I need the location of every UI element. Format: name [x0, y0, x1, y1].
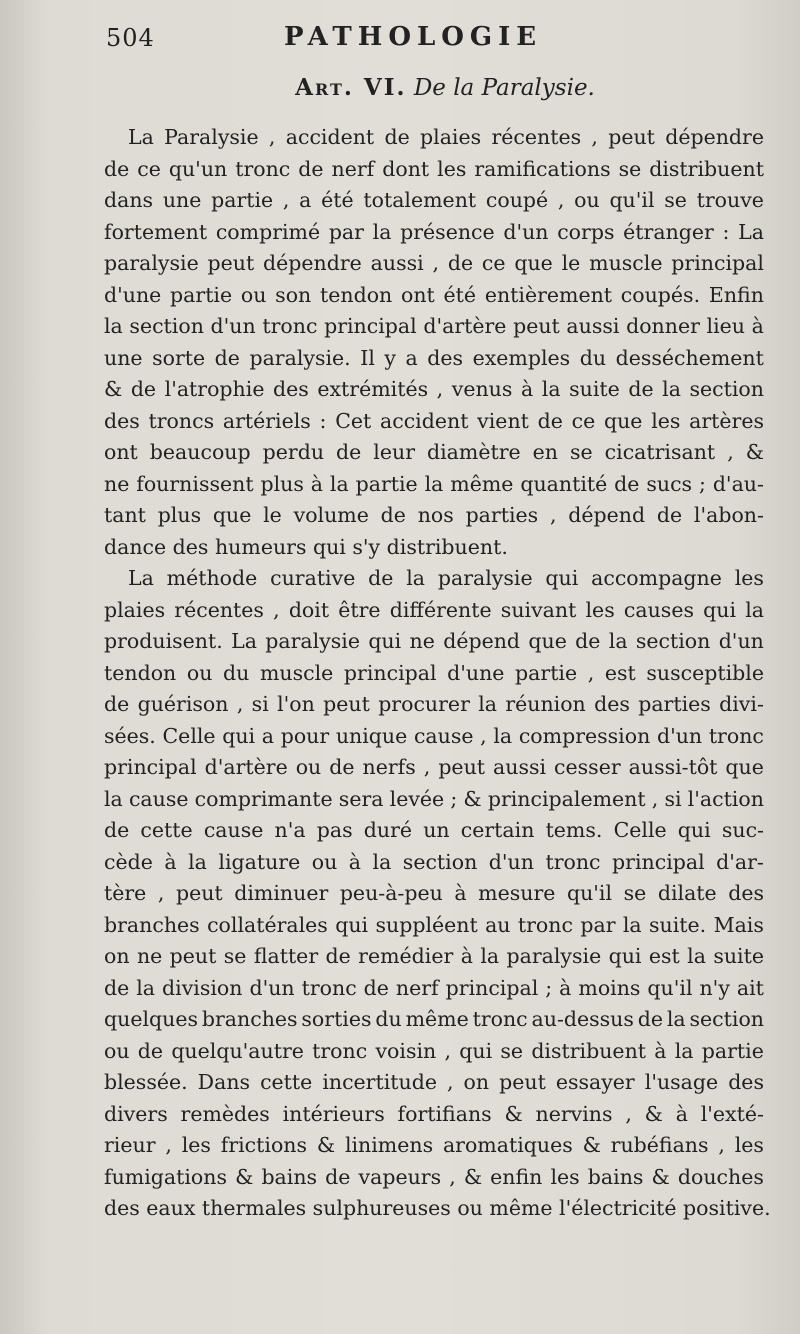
text-line: fortement comprimé par la présence d'un corps étranger : La [104, 219, 764, 244]
text-line: sées. Celle qui a pour unique cause , la compression d'un tronc [104, 723, 764, 748]
text-line: de cette cause n'a pas duré un certain tems. Celle qui suc- [104, 818, 764, 842]
text-line: tant plus que le volume de nos parties , dépend de l'abon- [104, 503, 764, 527]
text-line: on ne peut se flatter de remédier à la paralysie qui est la suite [104, 944, 764, 968]
text-line: tère , peut diminuer peu-à-peu à mesure qu'il se dilate des [104, 881, 764, 905]
text-line: la cause comprimante sera levée ; & principalement , si l'action [104, 786, 764, 811]
text-line: divers remèdes intérieurs fortifians & nervins , & à l'exté- [104, 1101, 764, 1126]
page-number: 504 [106, 24, 155, 52]
text-line: La méthode curative de la paralysie qui accompagne les [128, 566, 764, 590]
text-line: de guérison , si l'on peut procurer la réunion des parties divi- [104, 692, 764, 716]
article-heading [0, 74, 800, 101]
running-head: PATHOLOGIE [284, 22, 543, 52]
text-line: & de l'atrophie des extrémités , venus à la suite de la section [104, 377, 764, 401]
text-line: produisent. La paralysie qui ne dépend que de la section d'un [104, 629, 764, 653]
paragraph [104, 563, 771, 1225]
article-label: Art. VI. [295, 74, 407, 101]
text-line: ou de quelqu'autre tronc voisin , qui se distribuent à la partie [104, 1038, 764, 1063]
article-title: De la Paralysie. [413, 75, 595, 101]
text-line: de ce qu'un tronc de nerf dont les ramifications se distribuent [104, 156, 764, 181]
text-line: une sorte de paralysie. Il y a des exemples du desséchement [104, 345, 764, 370]
text-line: rieur , les frictions & linimens aromatiques & rubéfians , les [104, 1133, 764, 1157]
text-line: de la division d'un tronc de nerf principal ; à moins qu'il n'y ait [104, 975, 764, 1000]
text-line: dans une partie , a été totalement coupé , ou qu'il se trouve [104, 188, 764, 212]
text-line: paralysie peut dépendre aussi , de ce que le muscle principal [104, 251, 764, 275]
text-line: la section d'un tronc principal d'artère peut aussi donner lieu à [104, 314, 764, 338]
text-line: d'une partie ou son tendon ont été entièrement coupés. Enfin [104, 282, 764, 307]
text-line: fumigations & bains de vapeurs , & enfin les bains & douches [104, 1164, 764, 1189]
body-text [104, 122, 771, 1225]
page-header [106, 22, 766, 62]
text-line: principal d'artère ou de nerfs , peut aussi cesser aussi-tôt que [104, 755, 764, 779]
paragraph [104, 122, 764, 563]
text-line: ne fournissent plus à la partie la même quantité de sucs ; d'au- [104, 471, 764, 496]
text-line: quelques branches sorties du même tronc au-dessus de la section [104, 1007, 764, 1031]
text-line: ont beaucoup perdu de leur diamètre en se cicatrisant , & [104, 440, 764, 464]
text-line: La Paralysie , accident de plaies récentes , peut dépendre [128, 125, 764, 149]
text-line: cède à la ligature ou à la section d'un tronc principal d'ar- [104, 849, 764, 874]
text-line: plaies récentes , doit être différente suivant les causes qui la [104, 597, 764, 622]
text-line: branches collatérales qui suppléent au tronc par la suite. Mais [104, 912, 764, 937]
text-line: dance des humeurs qui s'y distribuent. [104, 534, 508, 559]
text-line: blessée. Dans cette incertitude , on peut essayer l'usage des [104, 1070, 764, 1094]
text-line: des eaux thermales sulphureuses ou même l'électricité positive. [104, 1196, 771, 1220]
text-line: tendon ou du muscle principal d'une partie , est susceptible [104, 660, 764, 685]
text-line: des troncs artériels : Cet accident vient de ce que les artères [104, 408, 764, 433]
